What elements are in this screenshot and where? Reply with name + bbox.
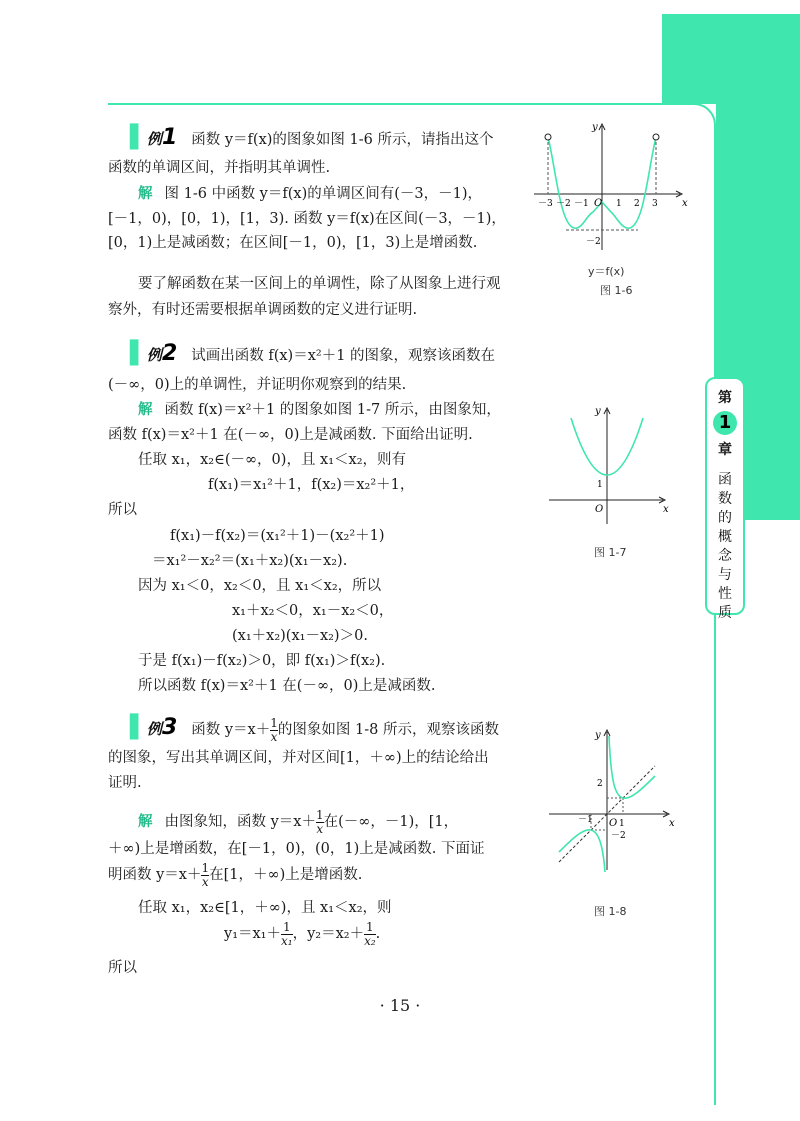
fraction: $\frac{1}{x}$ (201, 860, 210, 889)
solution-line: 解 由图象知，函数 y＝x＋ $\frac{1}{x}$ 在(－∞，－1)，[1， (138, 807, 459, 836)
fraction: $\frac{1}{x}$ (270, 715, 278, 744)
equation-line: f(x₁)＝x₁²＋1，f(x₂)＝x₂²＋1， (208, 477, 415, 493)
text-line: 函数的单调区间，并指明其单调性. (108, 160, 331, 176)
curve-branch-negative (559, 830, 605, 872)
text-line: 明函数 y＝x＋ $\frac{1}{x}$ 在[1，＋∞)上是增函数. (108, 860, 363, 889)
figure-1-7 (545, 404, 675, 529)
text-line: ＋∞)上是增函数，在[－1，0)，(0，1)上是减函数. 下面证 (108, 841, 485, 857)
equation-line: ＝x₁²－x₂²＝(x₁＋x₂)(x₁－x₂). (152, 553, 348, 569)
origin-label: O (609, 818, 618, 829)
page-number: · 15 · (379, 996, 421, 1015)
equation-line: f(x₁)－f(x₂)＝(x₁²＋1)－(x₂²＋1) (170, 528, 385, 544)
example-badge: ▌例2 (130, 341, 178, 366)
text-line: 所以 (108, 960, 137, 976)
function-label: y＝f(x) (588, 265, 625, 278)
text-line: 所以 (108, 502, 137, 518)
tick-label: －2 (586, 237, 601, 247)
chapter-color-band (662, 14, 800, 104)
text-line: 函数 f(x)＝x²＋1 在(－∞，0)上是减函数. 下面给出证明. (108, 427, 473, 443)
text-line: 任取 x₁，x₂∈[1，＋∞)，且 x₁＜x₂，则 (138, 900, 392, 916)
text-line: [0，1)上是减函数；在区间[－1，0)，[1，3)上是增函数. (108, 235, 478, 251)
tick-label: 1 (597, 480, 603, 490)
text-line: 的图象，写出其单调区间，并对区间[1，＋∞)上的结论给出 (108, 750, 489, 766)
figure-caption: 图 1-6 (600, 284, 633, 297)
text-line: 任取 x₁，x₂∈(－∞，0)，且 x₁＜x₂，则有 (138, 452, 407, 468)
axis-label-y: y (595, 406, 601, 417)
solution-line: 解 图 1-6 中函数 y＝f(x)的单调区间有(－3，－1)， (138, 185, 482, 202)
text-line: 证明. (108, 775, 142, 791)
text-line: 因为 x₁＜0，x₂＜0，且 x₁＜x₂，所以 (138, 578, 382, 594)
tick-label: －1 (574, 199, 589, 209)
example-2-statement: ▌例2 试画出函数 f(x)＝x²＋1 的图象，观察该函数在 (130, 341, 496, 366)
origin-label: O (595, 504, 604, 515)
chapter-number-badge: 1 (713, 411, 737, 435)
chapter-tab (705, 377, 745, 621)
figure-1-6 (530, 120, 690, 260)
solution-label: 解 (138, 401, 153, 418)
axis-label-y: y (595, 730, 601, 741)
text-line: 所以函数 f(x)＝x²＋1 在(－∞，0)上是减函数. (138, 678, 436, 694)
tick-label: －2 (556, 199, 571, 209)
text-line: [－1，0)，[0，1)，[1，3). 函数 y＝f(x)在区间(－3，－1)， (108, 211, 506, 227)
figure-caption: 图 1-8 (594, 905, 627, 918)
equation-line: x₁＋x₂＜0，x₁－x₂＜0， (232, 603, 394, 619)
curve-branch-positive (609, 736, 655, 798)
open-endpoint (545, 134, 551, 140)
chapter-tab-suffix: 章 (718, 442, 732, 458)
tick-label: －3 (538, 199, 553, 209)
example-1-statement: ▌例1 函数 y＝f(x)的图象如图 1-6 所示，请指出这个 (130, 125, 494, 150)
tick-label: 2 (597, 779, 603, 789)
solution-label: 解 (138, 185, 153, 202)
origin-label: O (594, 198, 603, 209)
axis-label-x: x (663, 504, 669, 515)
open-endpoint (653, 134, 659, 140)
tick-label: 2 (634, 199, 640, 209)
tick-label: 1 (619, 819, 625, 829)
fraction: $\frac{1}{\text{x₂}}$ (364, 919, 376, 948)
example-badge: ▌例3 (130, 715, 178, 740)
axis-label-x: x (682, 198, 688, 209)
equation-line: (x₁＋x₂)(x₁－x₂)＞0. (232, 628, 368, 644)
tick-label: －2 (611, 831, 626, 841)
axis-label-x: x (669, 818, 675, 829)
chapter-tab-top: 第 (718, 390, 732, 406)
example-3-statement: ▌例3 函数 y＝x＋ $\frac{1}{x}$ 的图象如图 1-8 所示，观察该函数 (130, 715, 499, 744)
axis-label-y: y (592, 122, 598, 133)
chapter-title: 函数的概念与性质 (718, 472, 732, 621)
equation-line: y₁＝x₁＋ $\frac{1}{\text{x₁}}$ ，y₂＝x₂＋ $\frac{1}{\text{x₂}}$ . (224, 919, 381, 948)
tick-label: －1 (578, 815, 593, 825)
tick-label: 3 (652, 199, 658, 209)
tick-label: 1 (616, 199, 622, 209)
figure-1-8 (545, 726, 675, 874)
text-line: 察外，有时还需要根据单调函数的定义进行证明. (108, 302, 418, 318)
text-line: (－∞，0)上的单调性，并证明你观察到的结果. (108, 377, 407, 393)
fraction: $\frac{1}{x}$ (315, 807, 324, 836)
example-badge: ▌例1 (130, 125, 178, 150)
solution-label: 解 (138, 813, 153, 830)
figure-caption: 图 1-7 (594, 546, 627, 559)
solution-line: 解 函数 f(x)＝x²＋1 的图象如图 1-7 所示，由图象知， (138, 401, 501, 418)
text-line: 于是 f(x₁)－f(x₂)＞0，即 f(x₁)＞f(x₂). (138, 653, 386, 669)
fraction: $\frac{1}{\text{x₁}}$ (281, 919, 293, 948)
text-line: 要了解函数在某一区间上的单调性，除了从图象上进行观 (138, 276, 501, 292)
